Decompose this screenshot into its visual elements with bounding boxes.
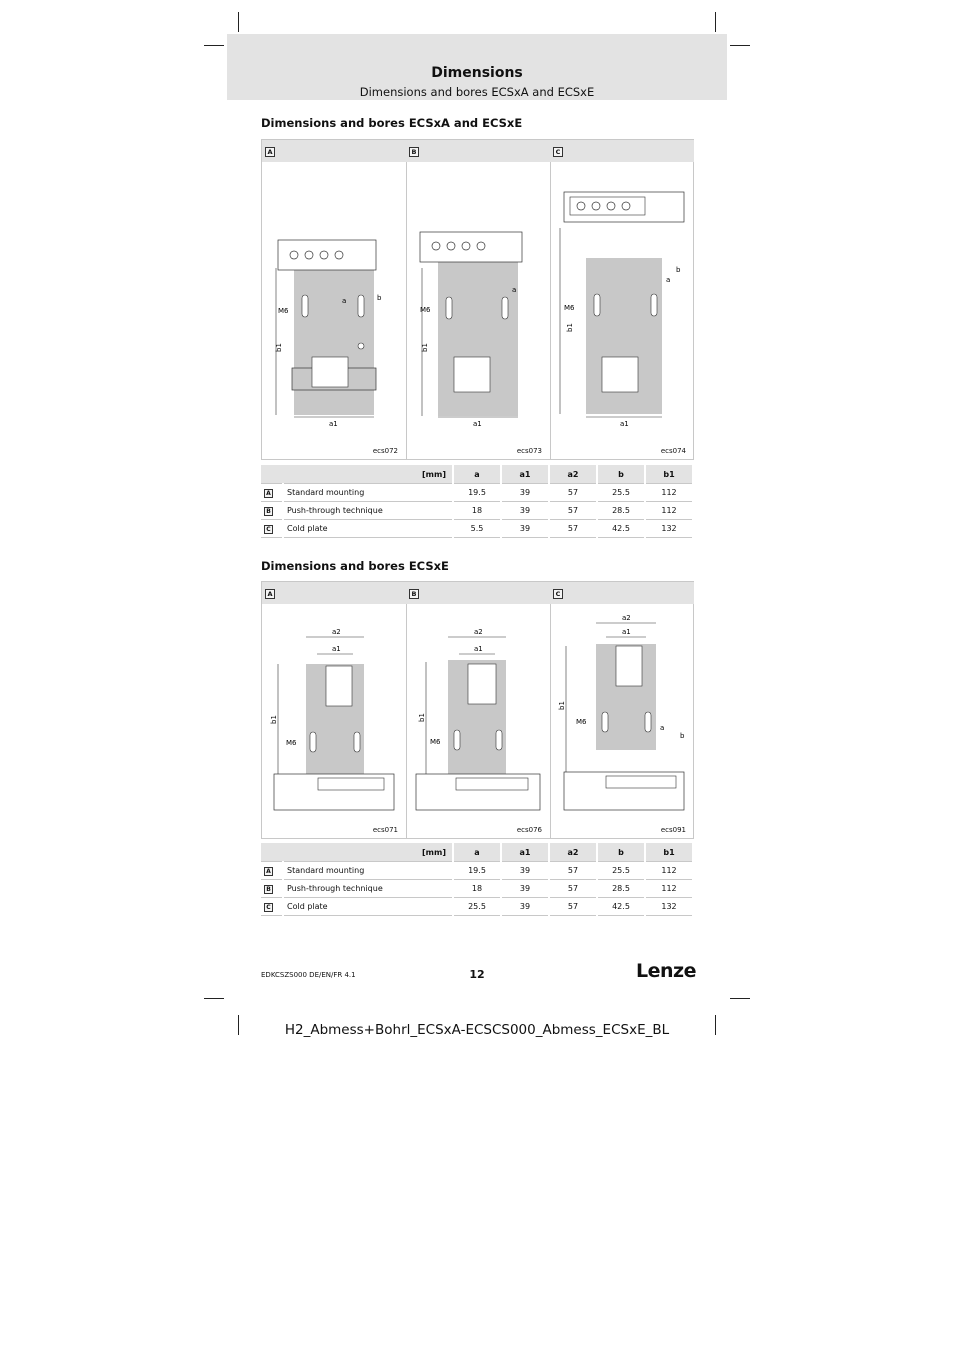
dim-label-m6: M6 [430,738,441,746]
page-number: 12 [469,968,485,981]
figure-code: ecs074 [660,447,686,455]
crop-mark [730,998,750,999]
row-letter: A [264,867,273,876]
row-letter: B [264,507,273,516]
dim-label-a: a [660,724,665,732]
section-heading-ecsxe: Dimensions and bores ECSxE [261,559,449,573]
figure-code: ecs073 [516,447,542,455]
drawing-push-through [406,162,550,432]
panel-letter: B [409,147,419,157]
col-header-a: a [453,465,501,484]
figure-code: ecs072 [372,447,398,455]
dim-label-b1: b1 [421,343,429,352]
figure-column-b [406,140,551,459]
row-label: Push-through technique [283,880,453,898]
figure-column-a [262,582,407,838]
dim-label-b: b [377,294,382,302]
col-header-a2: a2 [549,465,597,484]
col-header-a: a [453,843,501,862]
panel-letter: A [265,589,275,599]
dim-label-a1: a1 [622,628,631,636]
table-row [261,484,693,502]
dim-label-m6: M6 [420,306,431,314]
drawing-cold-plate [550,162,694,432]
unit-header: [mm] [261,843,453,862]
page-header [227,34,727,100]
drawing-standard-mounting [262,162,406,432]
dim-label-a: a [512,286,517,294]
panel-letter: B [409,589,419,599]
dim-label-b1: b1 [270,715,278,724]
cell-b1: 132 [645,898,693,916]
cell-a2: 57 [549,484,597,502]
dim-label-a1: a1 [329,420,338,428]
cell-b: 28.5 [597,502,645,520]
dim-label-b1: b1 [558,701,566,710]
table-header-row [261,843,693,862]
cell-a2: 57 [549,898,597,916]
cell-b: 42.5 [597,520,645,538]
row-letter: C [264,903,273,912]
row-letter: B [264,885,273,894]
drawing-cold-plate-e [550,604,694,814]
dim-label-b1: b1 [418,713,426,722]
dim-label-a2: a2 [474,628,483,636]
column-header [262,582,406,604]
dimensions-table-ecsxa [261,465,694,538]
crop-mark [238,12,239,32]
section-heading-ecsxa-ecsxe: Dimensions and bores ECSxA and ECSxE [261,116,523,130]
table-header-row [261,465,693,484]
figure-panel-ecsxe [261,581,694,839]
table-row [261,502,693,520]
col-header-b: b [597,843,645,862]
dim-label-m6: M6 [286,739,297,747]
cell-a1: 39 [501,520,549,538]
cell-b: 25.5 [597,862,645,880]
cell-a1: 39 [501,898,549,916]
cell-a2: 57 [549,502,597,520]
crop-mark [715,12,716,32]
figure-code: ecs076 [516,826,542,834]
table-row [261,862,693,880]
cell-b: 25.5 [597,484,645,502]
dim-label-m6: M6 [278,307,289,315]
dim-label-a2: a2 [332,628,341,636]
dim-label-a: a [342,297,347,305]
drawing-standard-mounting-e [262,604,406,814]
cell-b1: 112 [645,502,693,520]
cell-a: 18 [453,880,501,898]
col-header-b: b [597,465,645,484]
cell-a1: 39 [501,880,549,898]
cell-a: 19.5 [453,484,501,502]
dim-label-a1: a1 [474,645,483,653]
cell-a: 25.5 [453,898,501,916]
dimensions-table-ecsxe [261,843,694,916]
crop-mark [204,45,224,46]
brand-logo: Lenze [636,960,696,982]
figure-panel-ecsxa [261,139,694,460]
cell-a2: 57 [549,880,597,898]
figure-column-b [406,582,551,838]
table-row [261,520,693,538]
cell-a1: 39 [501,502,549,520]
dim-label-a1: a1 [473,420,482,428]
dim-label-b1: b1 [275,343,283,352]
column-header [262,140,406,162]
figure-column-c [550,140,694,459]
cell-a1: 39 [501,484,549,502]
panel-letter: A [265,147,275,157]
column-header [406,140,550,162]
cell-a1: 39 [501,862,549,880]
dim-label-a2: a2 [622,614,631,622]
file-caption: H2_Abmess+Bohrl_ECSxA-ECSCS000_Abmess_ECSxE_BL [284,1022,670,1038]
cell-a: 5.5 [453,520,501,538]
cell-b1: 112 [645,484,693,502]
cell-a: 19.5 [453,862,501,880]
cell-b: 42.5 [597,898,645,916]
cell-a: 18 [453,502,501,520]
col-header-a1: a1 [501,465,549,484]
drawing-push-through-e [406,604,550,814]
dim-label-a1: a1 [332,645,341,653]
cell-b: 28.5 [597,880,645,898]
figure-code: ecs071 [372,826,398,834]
figure-column-c [550,582,694,838]
page-title: Dimensions [431,65,523,81]
cell-b1: 112 [645,880,693,898]
dim-label-b: b [680,732,685,740]
cell-a2: 57 [549,862,597,880]
panel-letter: C [553,147,563,157]
page-subtitle: Dimensions and bores ECSxA and ECSxE [359,85,595,99]
row-label: Standard mounting [283,484,453,502]
cell-b1: 112 [645,862,693,880]
dim-label-b: b [676,266,681,274]
column-header [550,140,694,162]
footer-doc-id: EDKCSZS000 DE/EN/FR 4.1 [261,971,356,979]
dim-label-a1: a1 [620,420,629,428]
col-header-a2: a2 [549,843,597,862]
row-label: Push-through technique [283,502,453,520]
figure-column-a [262,140,407,459]
cell-a2: 57 [549,520,597,538]
unit-header: [mm] [261,465,453,484]
col-header-b1: b1 [645,843,693,862]
column-header [406,582,550,604]
cell-b1: 132 [645,520,693,538]
row-letter: C [264,525,273,534]
crop-mark [204,998,224,999]
figure-code: ecs091 [660,826,686,834]
table-row [261,898,693,916]
dim-label-m6: M6 [564,304,575,312]
table-row [261,880,693,898]
dim-label-a: a [666,276,671,284]
crop-mark [730,45,750,46]
panel-letter: C [553,589,563,599]
dim-label-b1: b1 [566,323,574,332]
col-header-b1: b1 [645,465,693,484]
row-label: Cold plate [283,520,453,538]
row-letter: A [264,489,273,498]
column-header [550,582,694,604]
row-label: Cold plate [283,898,453,916]
row-label: Standard mounting [283,862,453,880]
dim-label-m6: M6 [576,718,587,726]
col-header-a1: a1 [501,843,549,862]
